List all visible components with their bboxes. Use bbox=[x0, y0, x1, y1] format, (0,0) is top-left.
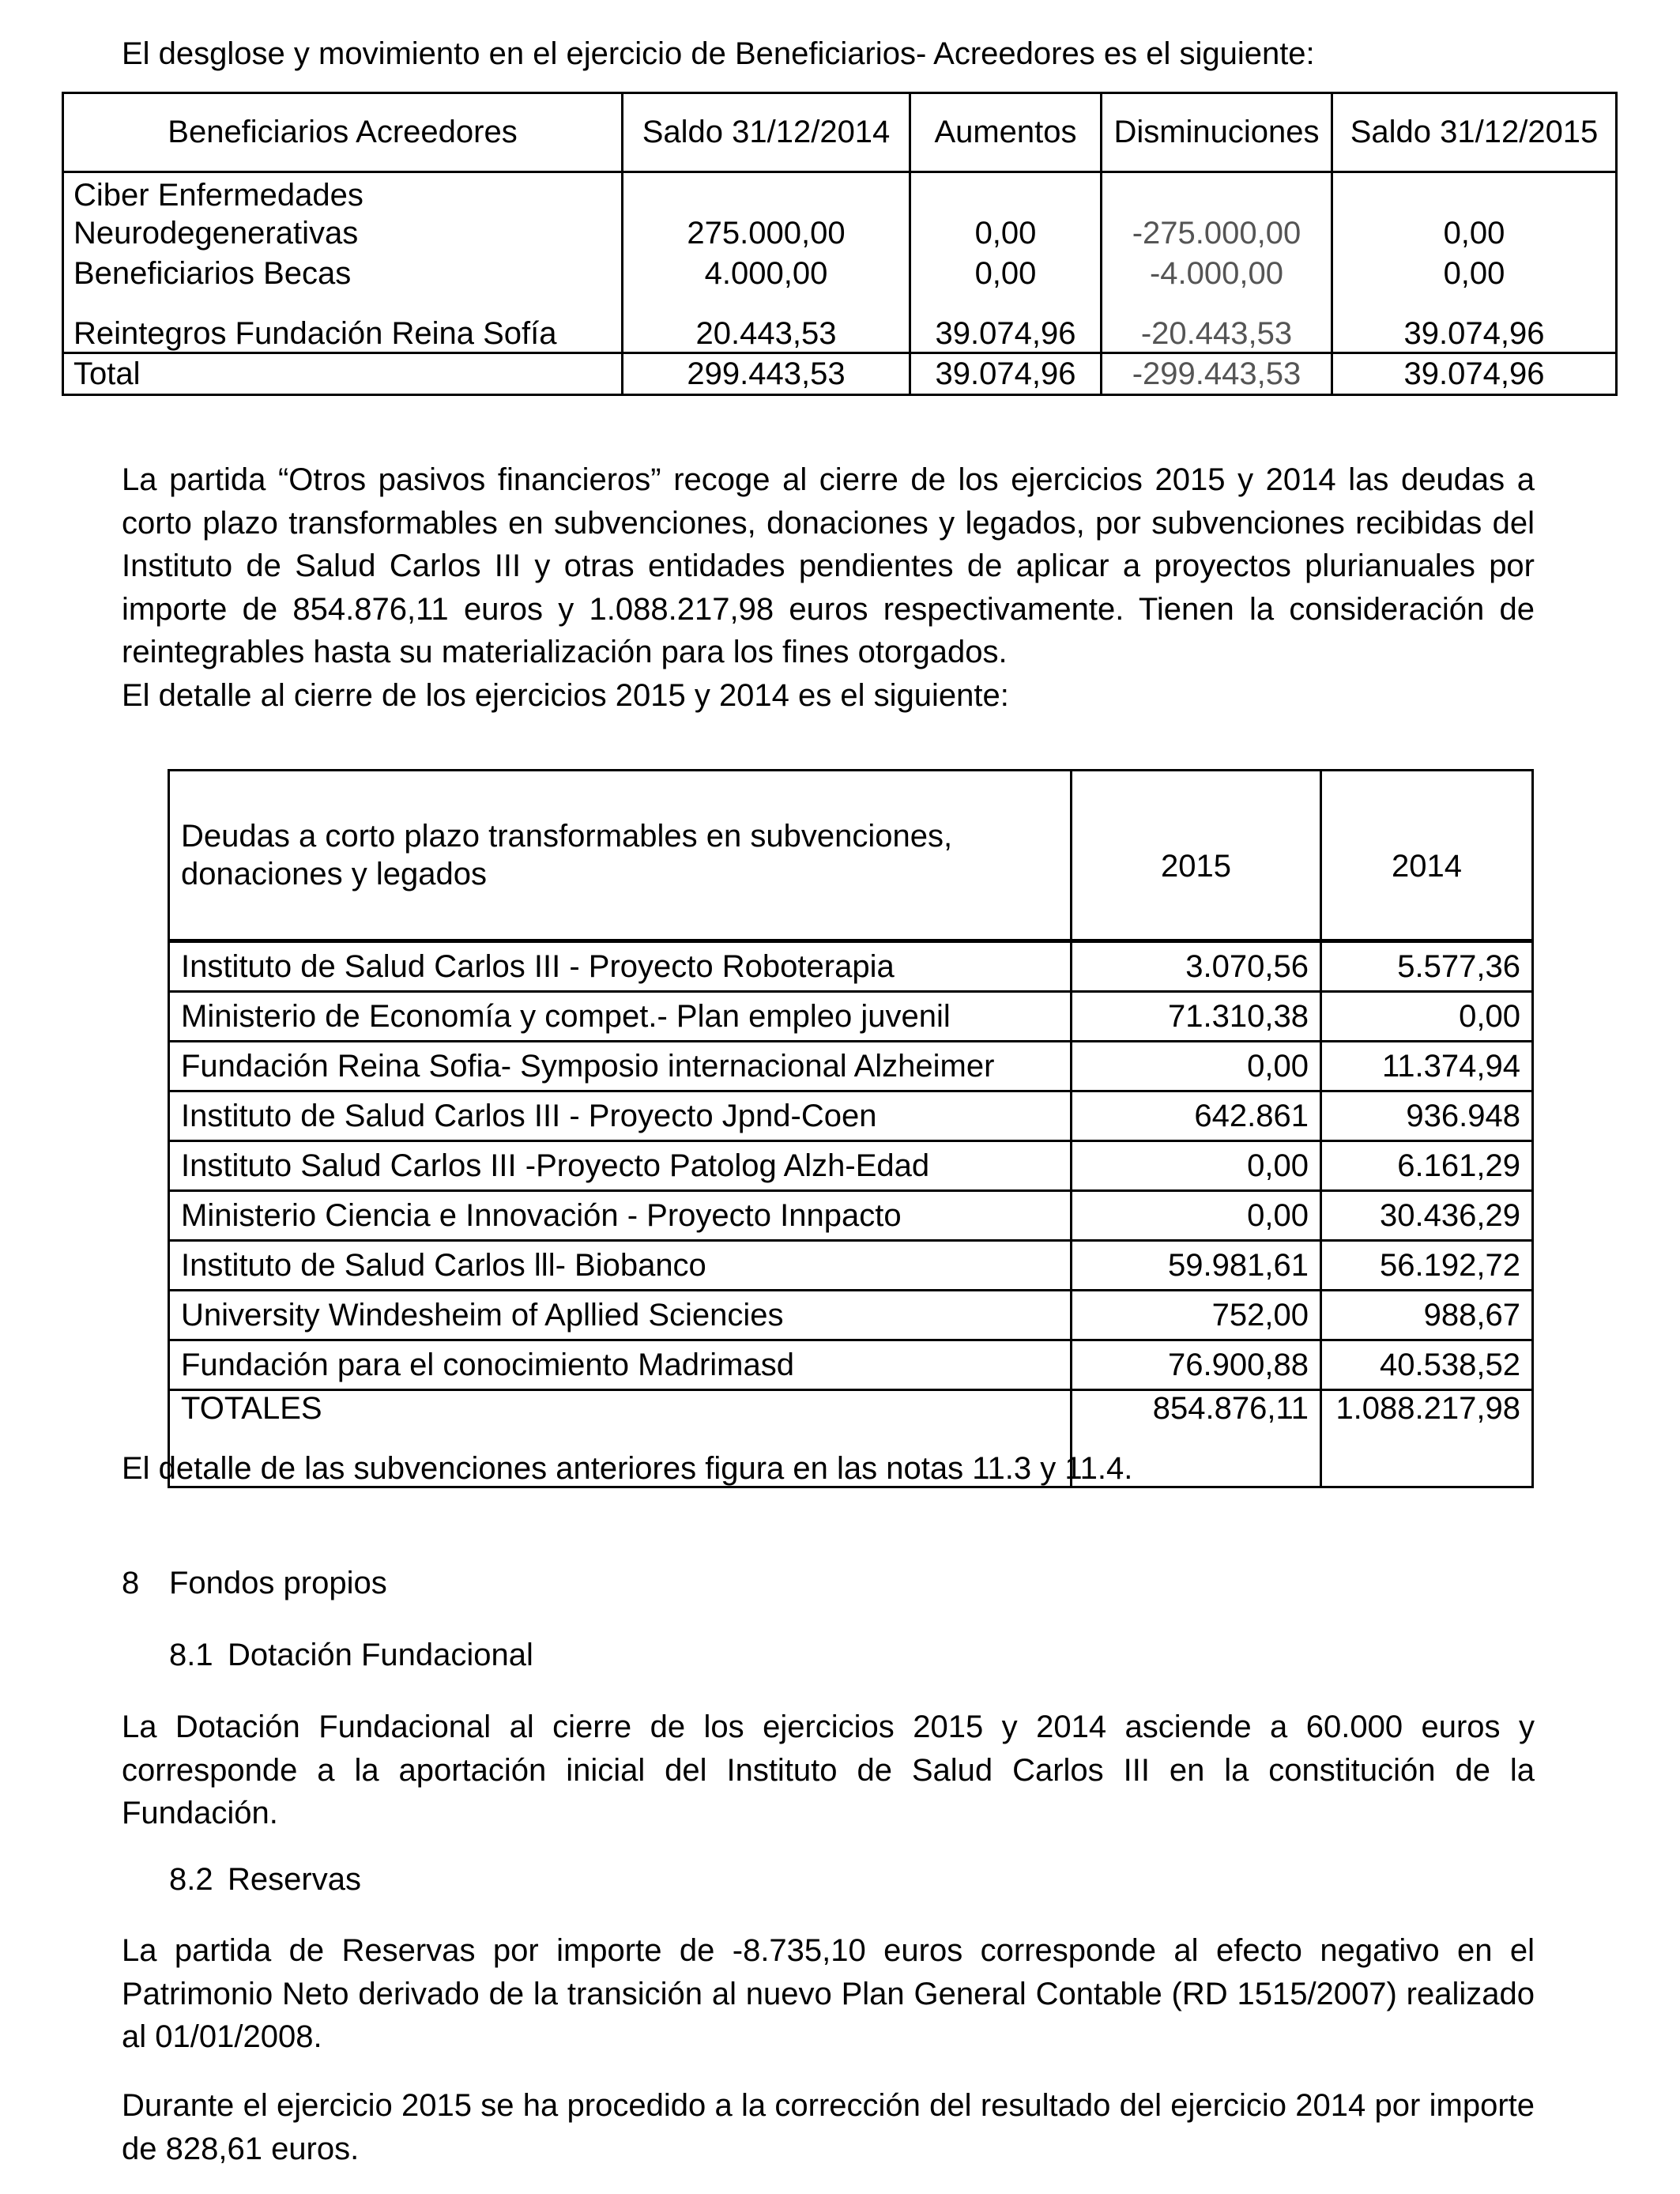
row-label: Instituto de Salud Carlos III - Proyecto Roboterapia bbox=[169, 941, 1072, 992]
paragraph-line: reintegrables hasta su materialización para los fines otorgados. bbox=[122, 635, 1008, 669]
row-label: Ministerio Ciencia e Innovación - Proyecto Innpacto bbox=[169, 1191, 1072, 1241]
table-header-row bbox=[169, 771, 1533, 941]
row-label: Total bbox=[63, 353, 623, 395]
intro-text: El desglose y movimiento en el ejercicio de Beneficiarios- Acreedores es el siguiente: bbox=[122, 36, 1315, 71]
cell-value: 642.861 bbox=[1072, 1091, 1321, 1141]
section-title: Dotación Fundacional bbox=[228, 1638, 533, 1672]
cell-value: 30.436,29 bbox=[1321, 1191, 1533, 1241]
cell-value: 39.074,96 bbox=[1332, 353, 1617, 395]
section-title: Fondos propios bbox=[169, 1566, 387, 1600]
cell-value: -4.000,00 bbox=[1102, 252, 1332, 295]
cell-value: 752,00 bbox=[1072, 1291, 1321, 1340]
paragraph-line: La partida de Reservas por importe de -8.735,10 euros corresponde al efecto negativo en el bbox=[122, 1933, 1535, 1968]
row-label: University Windesheim of Apllied Sciencies bbox=[169, 1291, 1072, 1340]
cell-value: 39.074,96 bbox=[910, 295, 1102, 353]
column-header: Aumentos bbox=[910, 93, 1102, 172]
row-label: Beneficiarios Becas bbox=[63, 252, 623, 295]
section-title: Reservas bbox=[228, 1862, 361, 1897]
paragraph-line: La partida “Otros pasivos financieros” recoge al cierre de los ejercicios 2015 y 2014 las deudas a bbox=[122, 462, 1535, 497]
table-row bbox=[169, 1340, 1533, 1390]
cell-value: 3.070,56 bbox=[1072, 941, 1321, 992]
cell-value: 39.074,96 bbox=[910, 353, 1102, 395]
paragraph-line: Fundación. bbox=[122, 1796, 278, 1830]
paragraph-line: importe de 854.876,11 euros y 1.088.217,98 euros respectivamente. Tienen la consideración de bbox=[122, 591, 1535, 627]
paragraph-line: Patrimonio Neto derivado de la transición al nuevo Plan General Contable (RD 1515/2007) realizado bbox=[122, 1976, 1535, 2011]
cell-value: 59.981,61 bbox=[1072, 1241, 1321, 1291]
cell-value: 988,67 bbox=[1321, 1291, 1533, 1340]
table-row bbox=[169, 1241, 1533, 1291]
cell-value: -299.443,53 bbox=[1102, 353, 1332, 395]
row-label: Reintegros Fundación Reina Sofía bbox=[63, 295, 623, 353]
column-header: 2014 bbox=[1321, 771, 1533, 941]
dotacion-paragraph bbox=[122, 1706, 1535, 1835]
table-total-row bbox=[63, 353, 1617, 395]
paragraph-line: El detalle al cierre de los ejercicios 2015 y 2014 es el siguiente: bbox=[122, 677, 1009, 713]
row-label: Fundación Reina Sofia- Symposio internacional Alzheimer bbox=[169, 1042, 1072, 1091]
cell-value: 6.161,29 bbox=[1321, 1141, 1533, 1191]
row-label: Instituto Salud Carlos III -Proyecto Patolog Alzh-Edad bbox=[169, 1141, 1072, 1191]
cell-value: 0,00 bbox=[1072, 1141, 1321, 1191]
cell-value: 275.000,00 bbox=[623, 172, 910, 253]
row-label: TOTALES bbox=[169, 1390, 1072, 1439]
section-number: 8 bbox=[122, 1566, 140, 1600]
table-row bbox=[63, 172, 1617, 253]
table-row bbox=[169, 1291, 1533, 1340]
cell-value: 76.900,88 bbox=[1072, 1340, 1321, 1390]
cell-value: 4.000,00 bbox=[623, 252, 910, 295]
section-number: 8.1 bbox=[169, 1638, 213, 1672]
cell-value: 1.088.217,98 bbox=[1321, 1390, 1533, 1439]
table-row bbox=[63, 295, 1617, 353]
cell-value: 5.577,36 bbox=[1321, 941, 1533, 992]
table-row bbox=[169, 1191, 1533, 1241]
cell-value: 0,00 bbox=[1332, 172, 1617, 253]
row-label: Fundación para el conocimiento Madrimasd bbox=[169, 1340, 1072, 1390]
cell-value: -275.000,00 bbox=[1102, 172, 1332, 253]
cell-value: 0,00 bbox=[910, 252, 1102, 295]
column-header: Saldo 31/12/2015 bbox=[1332, 93, 1617, 172]
paragraph-line: Durante el ejercicio 2015 se ha procedido a la corrección del resultado del ejercicio 2014 por importe bbox=[122, 2088, 1535, 2123]
paragraph-line: de 828,61 euros. bbox=[122, 2131, 360, 2166]
paragraph-line: corresponde a la aportación inicial del Instituto de Salud Carlos III en la constitución de la bbox=[122, 1752, 1535, 1788]
row-label: Ministerio de Economía y compet.- Plan empleo juvenil bbox=[169, 992, 1072, 1042]
table-row bbox=[169, 941, 1533, 992]
table-row bbox=[169, 1091, 1533, 1141]
column-header: Saldo 31/12/2014 bbox=[623, 93, 910, 172]
table-row bbox=[169, 1141, 1533, 1191]
cell-value: 854.876,11 bbox=[1072, 1390, 1321, 1439]
note-text: El detalle de las subvenciones anteriores figura en las notas 11.3 y 11.4. bbox=[122, 1451, 1133, 1486]
cell-value: 20.443,53 bbox=[623, 295, 910, 353]
cell-value: 56.192,72 bbox=[1321, 1241, 1533, 1291]
cell-value: 0,00 bbox=[1332, 252, 1617, 295]
paragraph-line: La Dotación Fundacional al cierre de los ejercicios 2015 y 2014 asciende a 60.000 euros y bbox=[122, 1710, 1535, 1744]
column-header: 2015 bbox=[1072, 771, 1321, 941]
otros-pasivos-paragraph bbox=[122, 458, 1535, 717]
cell-value: 0,00 bbox=[1072, 1042, 1321, 1091]
column-header: Beneficiarios Acreedores bbox=[63, 93, 623, 172]
cell-value: 11.374,94 bbox=[1321, 1042, 1533, 1091]
row-label: Instituto de Salud Carlos lll- Biobanco bbox=[169, 1241, 1072, 1291]
cell-value: 40.538,52 bbox=[1321, 1340, 1533, 1390]
blank-cell bbox=[1321, 1438, 1533, 1487]
paragraph-line: Instituto de Salud Carlos III y otras entidades pendientes de aplicar a proyectos plurianuales por bbox=[122, 548, 1535, 583]
column-header: Disminuciones bbox=[1102, 93, 1332, 172]
reservas-paragraph bbox=[122, 1929, 1535, 2059]
section-number: 8.2 bbox=[169, 1862, 213, 1897]
cell-value: 0,00 bbox=[1321, 992, 1533, 1042]
paragraph-line: al 01/01/2008. bbox=[122, 2019, 322, 2054]
cell-value: 299.443,53 bbox=[623, 353, 910, 395]
beneficiarios-acreedores-table bbox=[62, 92, 1618, 396]
cell-value: 71.310,38 bbox=[1072, 992, 1321, 1042]
table-row bbox=[63, 252, 1617, 295]
table-header-row bbox=[63, 93, 1617, 172]
cell-value: 0,00 bbox=[1072, 1191, 1321, 1241]
row-label: Ciber Enfermedades Neurodegenerativas bbox=[63, 172, 623, 253]
cell-value: -20.443,53 bbox=[1102, 295, 1332, 353]
deudas-corto-plazo-table bbox=[168, 769, 1534, 1488]
cell-value: 936.948 bbox=[1321, 1091, 1533, 1141]
table-total-row bbox=[169, 1390, 1533, 1439]
cell-value: 39.074,96 bbox=[1332, 295, 1617, 353]
column-header: Deudas a corto plazo transformables en subvenciones, donaciones y legados bbox=[169, 771, 1072, 941]
row-label: Instituto de Salud Carlos III - Proyecto Jpnd-Coen bbox=[169, 1091, 1072, 1141]
cell-value: 0,00 bbox=[910, 172, 1102, 253]
correccion-paragraph bbox=[122, 2084, 1535, 2170]
table-row bbox=[169, 992, 1533, 1042]
table-row bbox=[169, 1042, 1533, 1091]
paragraph-line: corto plazo transformables en subvenciones, donaciones y legados, por subvenciones recibidas del bbox=[122, 505, 1535, 541]
